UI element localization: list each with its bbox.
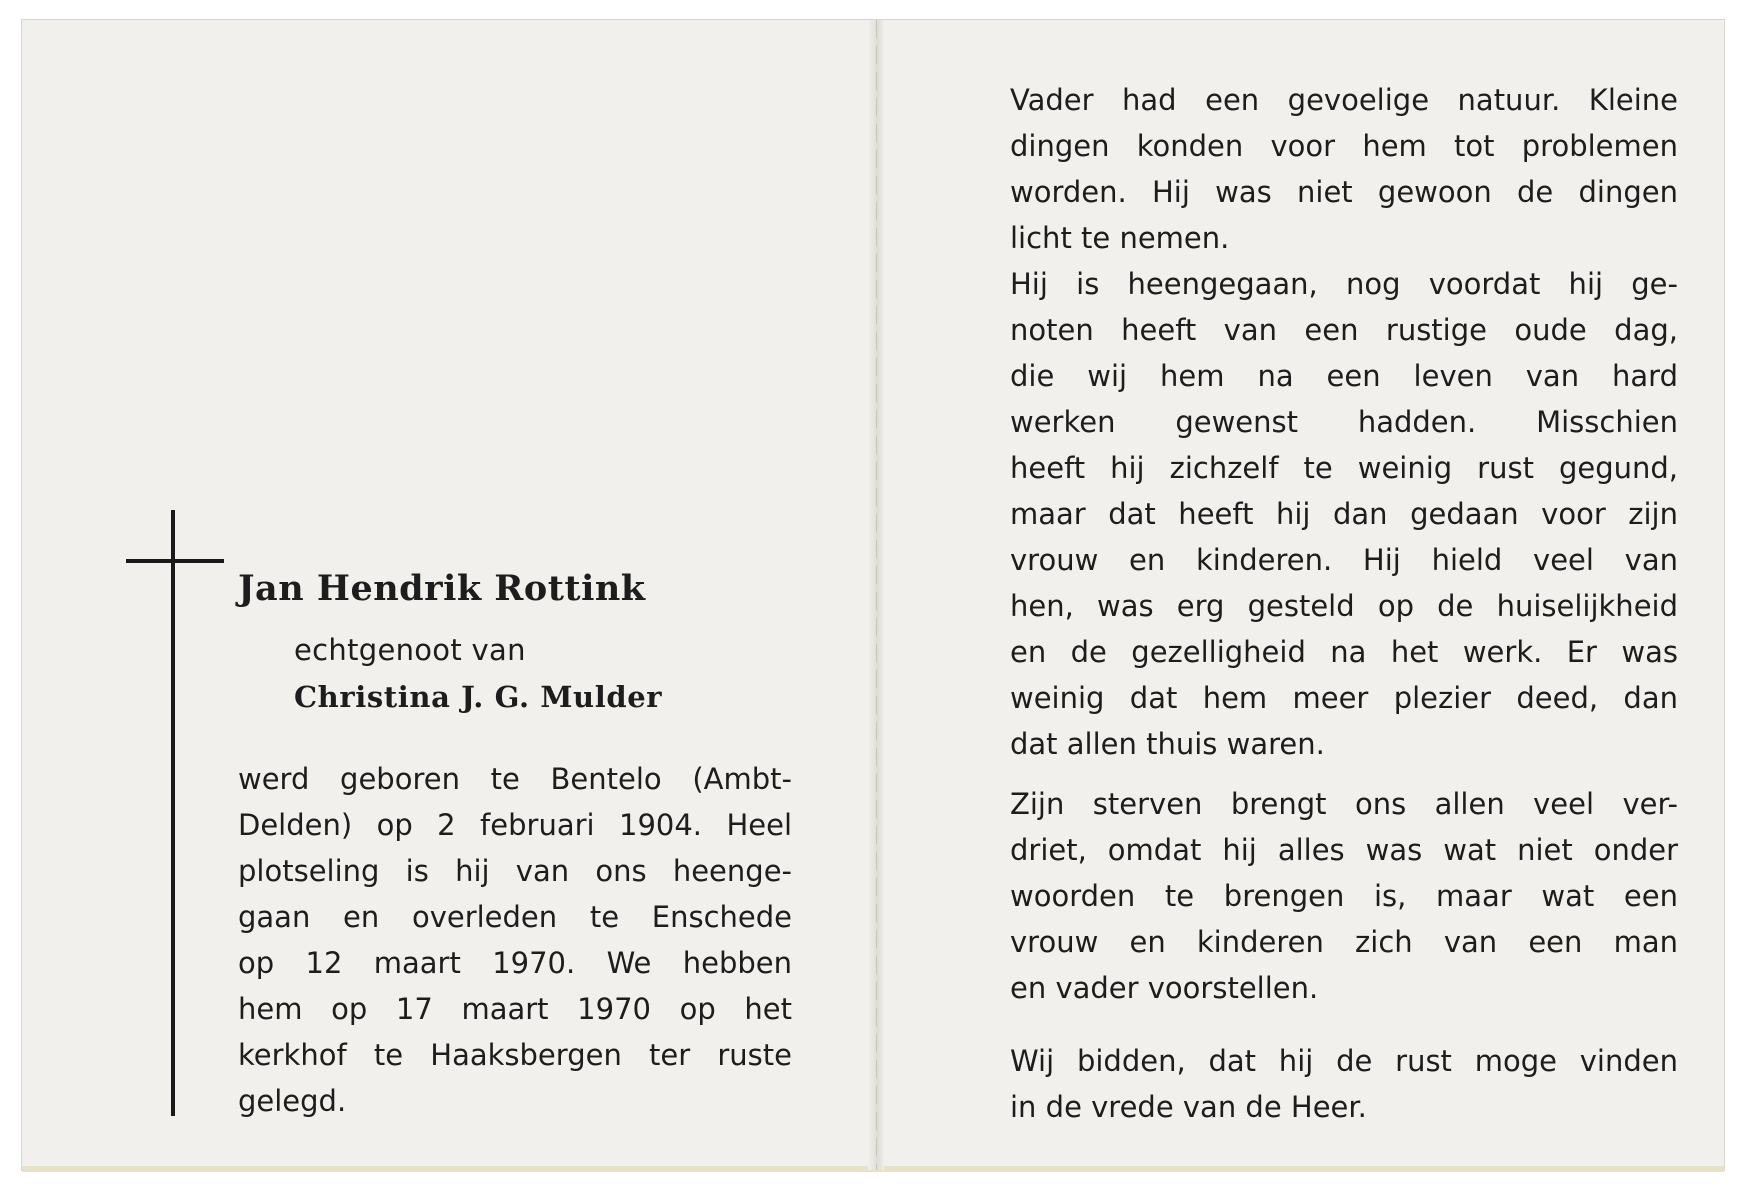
tribute-line: Wij bidden, dat hij de rust moge vinden — [1010, 1044, 1678, 1078]
fold-crease — [876, 20, 877, 1170]
tribute-line: dingen konden voor hem tot problemen — [1010, 129, 1678, 163]
tribute-line: en de gezelligheid na het werk. Er was — [1010, 635, 1678, 669]
tribute-line: worden. Hij was niet gewoon de dingen — [1010, 175, 1678, 209]
tribute-line: woorden te brengen is, maar wat een — [1010, 879, 1678, 913]
tribute-line: Zijn sterven brengt ons allen veel ver- — [1010, 787, 1678, 821]
tribute-line: driet, omdat hij alles was wat niet onder — [1010, 833, 1678, 867]
tribute-line: licht te nemen. — [1010, 221, 1230, 255]
spouse-name: Christina J. G. Mulder — [294, 680, 663, 714]
tribute-line: noten heeft van een rustige oude dag, — [1010, 313, 1678, 347]
tribute-line: werken gewenst hadden. Misschien — [1010, 405, 1678, 439]
spouse-label: echtgenoot van — [294, 633, 526, 667]
tribute-line: weinig dat hem meer plezier deed, dan — [1010, 681, 1678, 715]
tribute-line: Hij is heengegaan, nog voordat hij ge- — [1010, 267, 1678, 301]
tribute-line: in de vrede van de Heer. — [1010, 1090, 1367, 1124]
deceased-name: Jan Hendrik Rottink — [238, 568, 646, 609]
biography-line: op 12 maart 1970. We hebben — [238, 946, 792, 980]
biography-line: werd geboren te Bentelo (Ambt- — [238, 762, 792, 796]
tribute-line: vrouw en kinderen zich van een man — [1010, 925, 1678, 959]
tribute-line: heeft hij zichzelf te weinig rust gegund, — [1010, 451, 1678, 485]
tribute-line: maar dat heeft hij dan gedaan voor zijn — [1010, 497, 1678, 531]
biography-line: gelegd. — [238, 1084, 347, 1118]
cross-icon-horizontal-bar — [126, 559, 224, 563]
tribute-line: en vader voorstellen. — [1010, 971, 1319, 1005]
biography-line: Delden) op 2 februari 1904. Heel — [238, 808, 792, 842]
tribute-line: Vader had een gevoelige natuur. Kleine — [1010, 83, 1678, 117]
tribute-line: hen, was erg gesteld op de huiselijkheid — [1010, 589, 1678, 623]
biography-line: kerkhof te Haaksbergen ter ruste — [238, 1038, 792, 1072]
tribute-line: die wij hem na een leven van hard — [1010, 359, 1678, 393]
biography-line: hem op 17 maart 1970 op het — [238, 992, 792, 1026]
biography-line: gaan en overleden te Enschede — [238, 900, 792, 934]
tribute-line: vrouw en kinderen. Hij hield veel van — [1010, 543, 1678, 577]
biography-line: plotseling is hij van ons heenge- — [238, 854, 792, 888]
cross-icon-vertical-bar — [171, 510, 175, 1116]
tribute-line: dat allen thuis waren. — [1010, 727, 1325, 761]
